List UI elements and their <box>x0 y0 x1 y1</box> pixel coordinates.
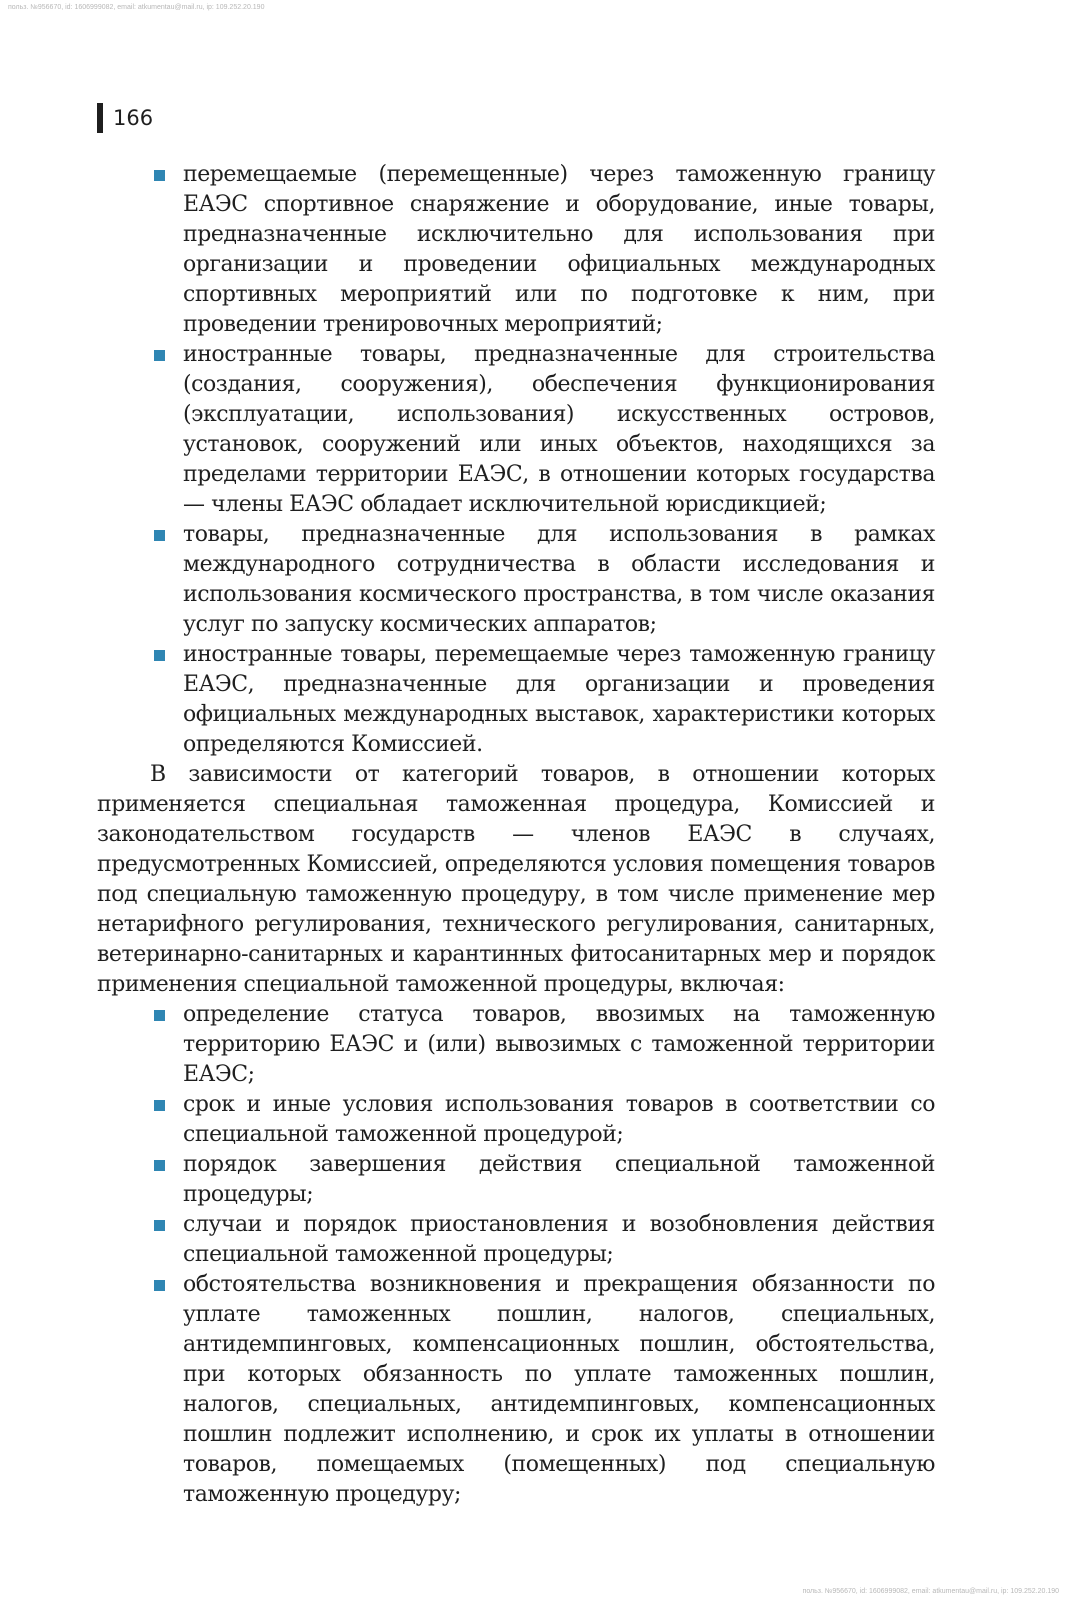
list-item: иностранные товары, предназначенные для строительства (создания, сооружения), обеспечения функционирования (эксплуатации, использования) искусственных островов, установок, сооружений или иных объектов, находящихся за пределами территории ЕАЭС, в отношении которых государства — члены ЕАЭС обладает исключительной юрисдикцией; <box>183 340 935 520</box>
page-number-bar <box>97 103 103 133</box>
list-item: обстоятельства возникновения и прекращения обязанности по уплате таможенных пошлин, налогов, специальных, антидемпинговых, компенсационных пошлин, обстоятельства, при которых обязанность по уплате таможенных пошлин, налогов, специальных, антидемпинговых, компенсационных пошлин подлежит исполнению, и срок их уплаты в отношении товаров, помещаемых (помещенных) под специальную таможенную процедуру; <box>183 1270 935 1510</box>
list-item: определение статуса товаров, ввозимых на таможенную территорию ЕАЭС и (или) вывозимых с таможенной территории ЕАЭС; <box>183 1000 935 1090</box>
page-number <box>97 103 153 133</box>
body-paragraph: В зависимости от категорий товаров, в отношении которых применяется специальная таможенная процедура, Комиссией и законодательством государств — членов ЕАЭС в случаях, предусмотренных Комиссией, определяются условия помещения товаров под специальную таможенную процедуру, в том числе применение мер нетарифного регулирования, технического регулирования, санитарных, ветеринарно-санитарных и карантинных фитосанитарных мер и порядок применения специальной таможенной процедуры, включая: <box>97 762 935 997</box>
list-item: перемещаемые (перемещенные) через таможенную границу ЕАЭС спортивное снаряжение и оборудование, иные товары, предназначенные исключительно для использования при организации и проведении официальных международных спортивных мероприятий или по подготовке к ним, при проведении тренировочных мероприятий; <box>183 160 935 340</box>
list-item: случаи и порядок приостановления и возобновления действия специальной таможенной процедуры; <box>183 1210 935 1270</box>
list-item: срок и иные условия использования товаров в соответствии со специальной таможенной процедурой; <box>183 1090 935 1150</box>
watermark-top: польз. №956670, id: 1606999082, email: atkumentau@mail.ru, ip: 109.252.20.190 <box>8 4 265 11</box>
bullet-list-1 <box>97 160 935 760</box>
watermark-bottom: польз. №956670, id: 1606999082, email: atkumentau@mail.ru, ip: 109.252.20.190 <box>802 1588 1059 1595</box>
page-number-text: 166 <box>113 106 154 130</box>
bullet-list-2 <box>97 1000 935 1510</box>
list-item: порядок завершения действия специальной таможенной процедуры; <box>183 1150 935 1210</box>
list-item: товары, предназначенные для использования в рамках международного сотрудничества в области исследования и использования космического пространства, в том числе оказания услуг по запуску космических аппаратов; <box>183 520 935 640</box>
list-item: иностранные товары, перемещаемые через таможенную границу ЕАЭС, предназначенные для организации и проведения официальных международных выставок, характеристики которых определяются Комиссией. <box>183 640 935 760</box>
page-content <box>97 160 935 1510</box>
